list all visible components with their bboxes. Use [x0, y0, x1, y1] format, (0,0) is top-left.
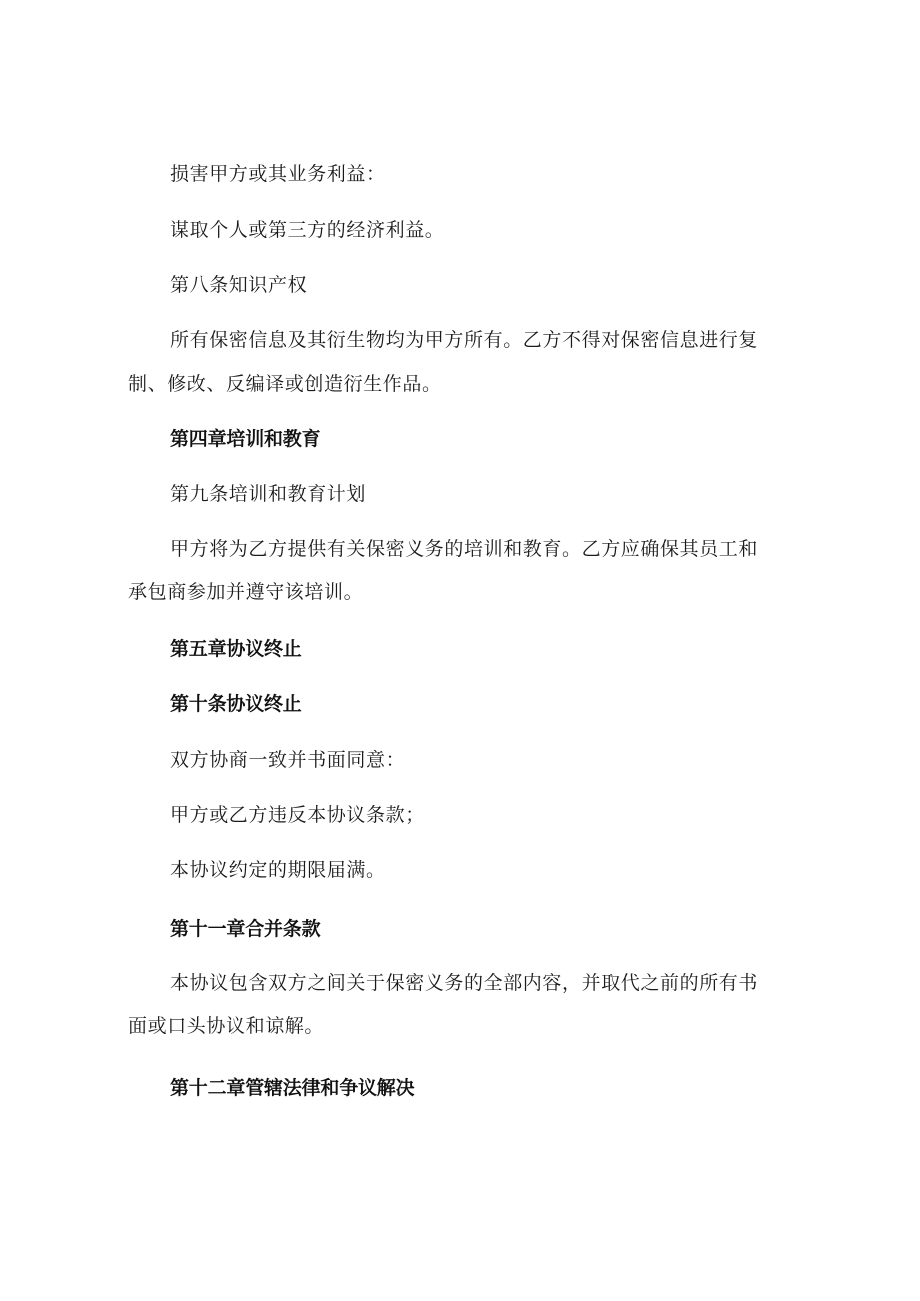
article-10-title: 第十条协议终止 — [170, 693, 302, 715]
article-10-intro: 双方协商一致并书面同意： — [170, 749, 406, 771]
chapter-11-body-line-1: 本协议包含双方之间关于保密义务的全部内容，并取代之前的所有书 — [170, 972, 759, 994]
chapter-11-body-line-2: 面或口头协议和谅解。 — [128, 1015, 325, 1037]
paragraph-harm-interests: 损害甲方或其业务利益： — [170, 163, 386, 185]
chapter-5-title: 第五章协议终止 — [170, 638, 302, 660]
article-8-title: 第八条知识产权 — [170, 274, 308, 296]
article-8-body-line-2: 制、修改、反编译或创造衍生作品。 — [128, 373, 442, 395]
chapter-11-title: 第十一章合并条款 — [170, 918, 321, 940]
article-8-body-line-1: 所有保密信息及其衍生物均为甲方所有。乙方不得对保密信息进行复 — [170, 329, 759, 351]
chapter-12-title: 第十二章管辖法律和争议解决 — [170, 1077, 415, 1099]
article-9-title: 第九条培训和教育计划 — [170, 483, 367, 505]
chapter-4-title: 第四章培训和教育 — [170, 428, 321, 450]
article-9-body-line-1: 甲方将为乙方提供有关保密义务的培训和教育。乙方应确保其员工和 — [170, 538, 759, 560]
paragraph-seek-benefit: 谋取个人或第三方的经济利益。 — [170, 219, 445, 241]
article-9-body-line-2: 承包商参加并遵守该培训。 — [128, 581, 364, 603]
article-10-item-2: 本协议约定的期限届满。 — [170, 859, 386, 881]
article-10-item-1: 甲方或乙方违反本协议条款； — [170, 804, 425, 826]
